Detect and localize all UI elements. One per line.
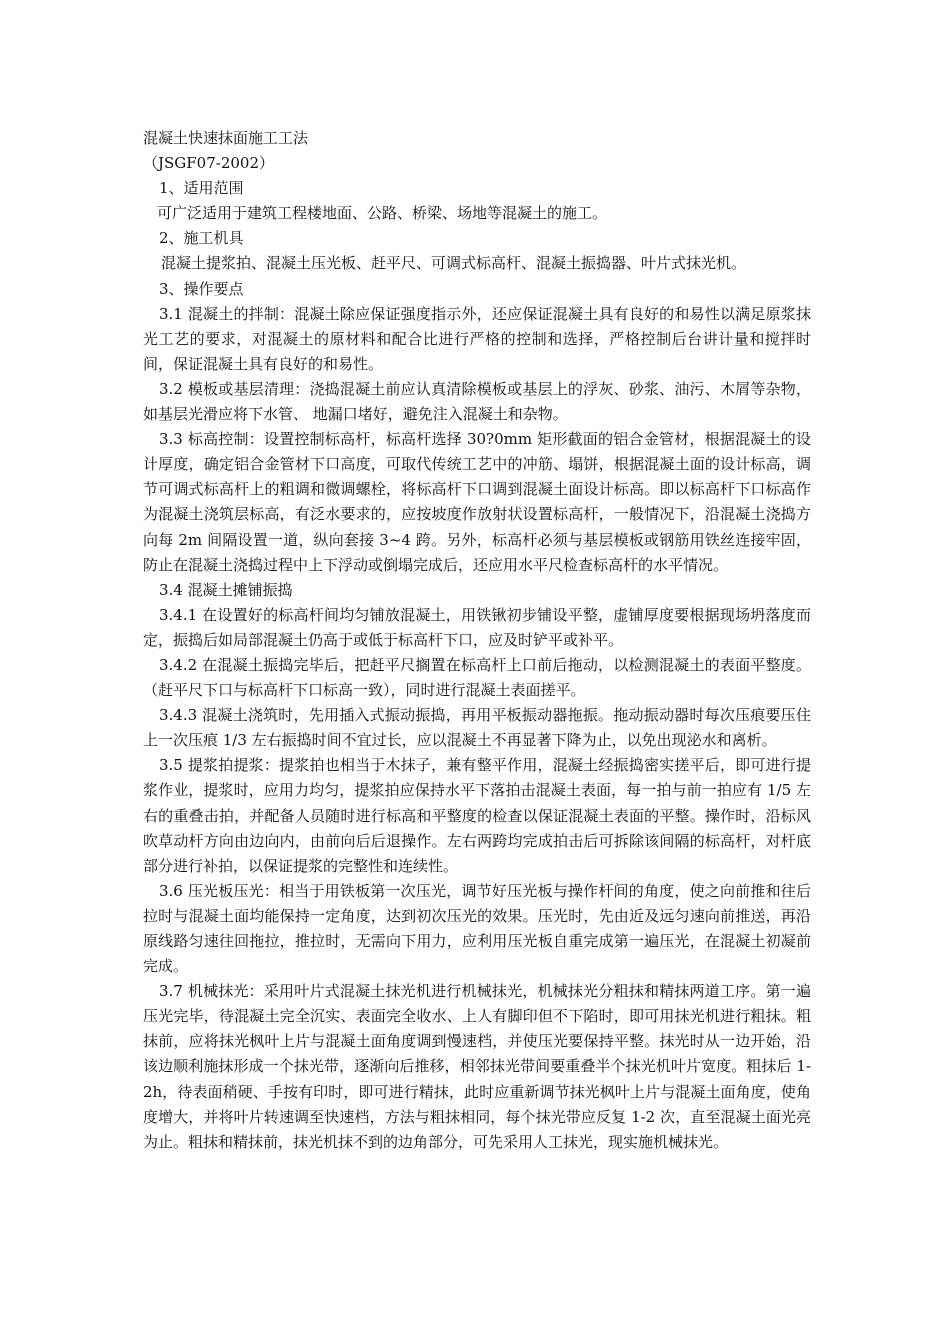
paragraph-3-4-2: 3.4.2 在混凝土振捣完毕后，把赶平尺搁置在标高杆上口前后拖动，以检测混凝土的表面平整度。（赶平尺下口与标高杆下口标高一致），同时进行混凝土表面搓平。 [143,655,811,700]
document-title: 混凝土快速抹面施工工法 [143,129,309,147]
paragraph-3-4: 3.4 混凝土摊铺振捣 [159,580,293,599]
paragraph-3-3: 3.3 标高控制：设置控制标高杆，标高杆选择 30?0mm 矩形截面的铝合金管材，根据混凝土的设计厚度，确定铝合金管材下口高度，可取代传统工艺中的冲筋、塌饼，根据混凝土面的设计标高，调节可调式标高杆上的粗调和微调螺栓，将标高杆下口调到混凝土面设计标高。即以标高杆下口标高作为混凝土浇筑层标高，有泛水要求的，应按坡度作放射状设置标高杆，一般情况下，沿混凝土浇捣方向每 2m 间隔设置一道，纵向套接 3~4 跨。另外，标高杆必须与基层模板或钢筋用铁丝连接牢固，防止在混凝土浇捣过程中上下浮动或倒塌完成后，还应用水平尺检查标高杆的水平情况。 [143,430,811,574]
paragraph-3-5: 3.5 提浆拍提浆：提浆拍也相当于木抹子，兼有整平作用，混凝土经振捣密实搓平后，即可进行提浆作业，提浆时，应用力均匀，提浆拍应保持水平下落拍击混凝土表面，每一拍与前一拍应有 1/5 左右的重叠击拍，并配备人员随时进行标高和平整度的检查以保证混凝土表面的平整。操作时，沿标风吹草动杆方向由边向内，由前向后后退操作。左右两跨均完成拍击后可拆除该间隔的标高杆，对杆底部分进行补拍，以保证提浆的完整性和连续性。 [143,756,811,875]
section-heading-scope: 1、适用范围 [159,179,244,198]
paragraph-3-4-1: 3.4.1 在设置好的标高杆间均匀铺放混凝土，用铁锹初步铺设平整，虚铺厚度要根据现场坍落度而定，振捣后如局部混凝土仍高于或低于标高杆下口，应及时铲平或补平。 [143,605,811,649]
paragraph-3-1: 3.1 混凝土的拌制：混凝土除应保证强度指示外，还应保证混凝土具有良好的和易性以满足原浆抹光工艺的要求，对混凝土的原材料和配合比进行严格的控制和选择，严格控制后台讲计量和搅拌时间，保证混凝土具有良好的和易性。 [143,304,811,373]
section-heading-operation: 3、操作要点 [159,279,244,298]
document-body [143,126,811,1155]
section-text-tools: 混凝土提浆拍、混凝土压光板、赶平尺、可调式标高杆、混凝土振捣器、叶片式抹光机。 [161,254,747,273]
paragraph-3-2: 3.2 模板或基层清理：浇捣混凝土前应认真清除模板或基层上的浮灰、砂浆、油污、木屑等杂物，如基层光滑应将下水管、 地漏口堵好，避免注入混凝土和杂物。 [143,379,811,424]
section-text-scope: 可广泛适用于建筑工程楼地面、公路、桥梁、场地等混凝土的施工。 [157,204,608,223]
standard-code: （JSGF07-2002） [143,154,275,173]
paragraph-3-6: 3.6 压光板压光：相当于用铁板第一次压光，调节好压光板与操作杆间的角度，使之向前推和往后拉时与混凝土面均能保持一定角度，达到初次压光的效果。压光时，先由近及远匀速向前推送，再沿原线路匀速往回拖拉，推拉时，无需向下用力，应利用压光板自重完成第一遍压光，在混凝土初凝前完成。 [143,881,811,976]
paragraph-3-4-3: 3.4.3 混凝土浇筑时，先用插入式振动振捣，再用平板振动器拖振。拖动振动器时每次压痕要压住上一次压痕 1/3 左右振捣时间不宜过长，应以混凝土不再显著下降为止，以免出现泌水和离析。 [143,706,811,750]
section-heading-tools: 2、施工机具 [159,229,244,248]
paragraph-3-7: 3.7 机械抹光：采用叶片式混凝土抹光机进行机械抹光，机械抹光分粗抹和精抹两道工序。第一遍压光完毕，待混凝土完全沉实、表面完全收水、上人有脚印但不下陷时，即可用抹光机进行粗抹。粗抹前，应将抹光枫叶上片与混凝土面角度调到慢速档，并使压光要保持平整。抹光时从一边开始，沿该边顺利施抹形成一个抹光带，逐渐向后推移，相邻抹光带间要重叠半个抹光机叶片宽度。粗抹后 1-2h，待表面稍硬、手按有印时，即可进行精抹，此时应重新调节抹光枫叶上片与混凝土面角度，使角度增大，并将叶片转速调至快速档，方法与粗抹相同，每个抹光带应反复 1-2 次，直至混凝土面光亮为止。粗抹和精抹前，抹光机抹不到的边角部分，可先采用人工抹光，现实施机械抹光。 [143,982,811,1151]
